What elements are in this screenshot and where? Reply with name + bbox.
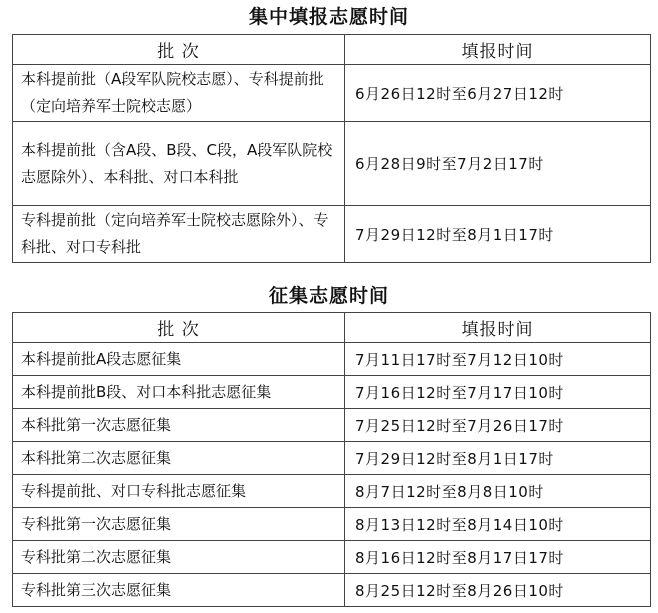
table-header-row bbox=[13, 313, 651, 343]
table-header-row bbox=[13, 35, 651, 65]
table-row bbox=[13, 541, 651, 574]
batch-cell: 本科提前批（含A段、B段、C段，A段军队院校志愿除外）、本科批、对口本科批 bbox=[13, 122, 345, 206]
time-cell: 8月25日12时至8月26日10时 bbox=[345, 574, 651, 607]
batch-header: 批 次 bbox=[13, 313, 345, 343]
batch-header: 批 次 bbox=[13, 35, 345, 65]
batch-cell: 本科提前批（A段军队院校志愿）、专科提前批（定向培养军士院校志愿） bbox=[13, 65, 345, 122]
time-cell: 6月26日12时至6月27日12时 bbox=[345, 65, 651, 122]
batch-cell: 专科提前批、对口专科批志愿征集 bbox=[13, 475, 345, 508]
time-cell: 7月25日12时至7月26日17时 bbox=[345, 409, 651, 442]
table-row bbox=[13, 574, 651, 607]
batch-cell: 本科提前批B段、对口本科批志愿征集 bbox=[13, 376, 345, 409]
table-row bbox=[13, 206, 651, 263]
time-cell: 6月28日9时至7月2日17时 bbox=[345, 122, 651, 206]
table-row bbox=[13, 475, 651, 508]
table-row bbox=[13, 376, 651, 409]
time-cell: 7月29日12时至8月1日17时 bbox=[345, 206, 651, 263]
time-header: 填报时间 bbox=[345, 313, 651, 343]
time-header: 填报时间 bbox=[345, 35, 651, 65]
batch-cell: 专科批第二次志愿征集 bbox=[13, 541, 345, 574]
batch-cell: 专科批第一次志愿征集 bbox=[13, 508, 345, 541]
time-cell: 8月16日12时至8月17日17时 bbox=[345, 541, 651, 574]
table-row bbox=[13, 442, 651, 475]
time-cell: 7月29日12时至8月1日17时 bbox=[345, 442, 651, 475]
batch-cell: 专科提前批（定向培养军士院校志愿除外）、专科批、对口专科批 bbox=[13, 206, 345, 263]
batch-cell: 本科提前批A段志愿征集 bbox=[13, 343, 345, 376]
centralized-filing-table bbox=[12, 34, 651, 263]
batch-cell: 专科批第三次志愿征集 bbox=[13, 574, 345, 607]
batch-cell: 本科批第一次志愿征集 bbox=[13, 409, 345, 442]
table-row bbox=[13, 65, 651, 122]
batch-cell: 本科批第二次志愿征集 bbox=[13, 442, 345, 475]
table-row bbox=[13, 343, 651, 376]
time-cell: 8月13日12时至8月14日10时 bbox=[345, 508, 651, 541]
time-cell: 7月16日12时至7月17日10时 bbox=[345, 376, 651, 409]
time-cell: 7月11日17时至7月12日10时 bbox=[345, 343, 651, 376]
table-row bbox=[13, 122, 651, 206]
section2-title: 征集志愿时间 bbox=[268, 285, 389, 307]
time-cell: 8月7日12时至8月8日10时 bbox=[345, 475, 651, 508]
table-row bbox=[13, 409, 651, 442]
supplementary-filing-table bbox=[12, 312, 651, 607]
table-row bbox=[13, 508, 651, 541]
section1-title: 集中填报志愿时间 bbox=[248, 6, 409, 28]
